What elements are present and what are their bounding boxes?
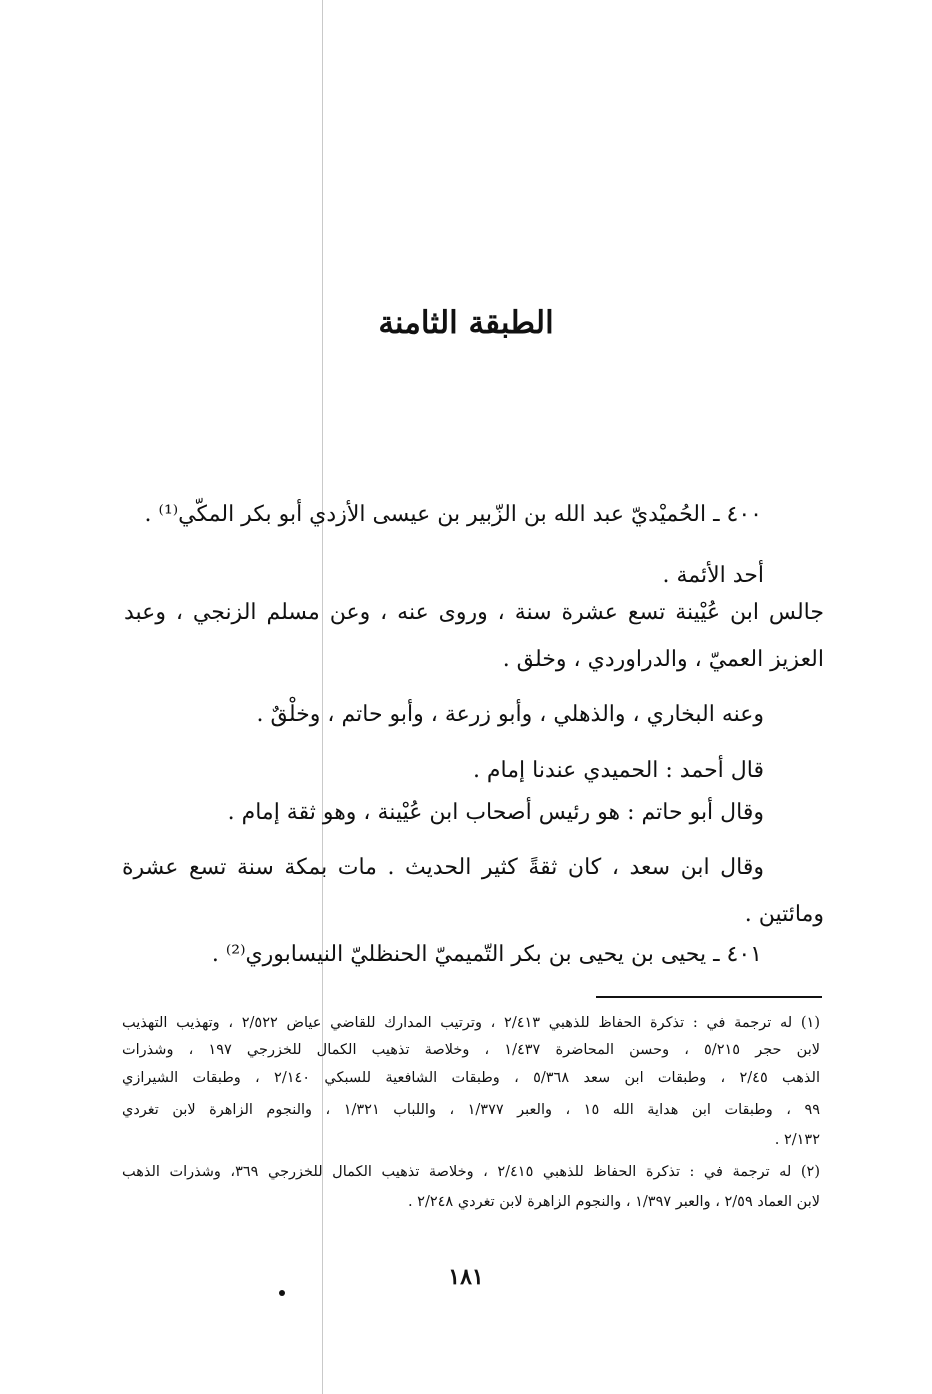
- text-line: العزيز العميّ ، والدراوردي ، وخلق .: [502, 647, 824, 672]
- text-line: أحد الأئمة .: [662, 563, 764, 588]
- footnote-line: (٢) له ترجمة في : تذكرة الحفاظ للذهبي ٢/٤١٥ ، وخلاصة تذهيب الكمال للخزرجي ٣٦٩، وشذرات الذهب: [122, 1164, 820, 1180]
- footnote-line: (١) له ترجمة في : تذكرة الحفاظ للذهبي ٢/٤١٣ ، وترتيب المدارك للقاضي عياض ٢/٥٢٢ ، وتهذيب التهذيب: [122, 1015, 820, 1031]
- footnote-separator: [596, 996, 822, 998]
- page-number: ١٨١: [448, 1264, 484, 1290]
- text-line: ومائتين .: [744, 902, 824, 927]
- footnote-line: لابن العماد ٢/٥٩ ، والعبر ١/٣٩٧ ، والنجوم الزاهرة لابن تغردي ٢/٢٤٨ .: [407, 1194, 820, 1210]
- footnote-line: الذهب ٢/٤٥ ، وطبقات ابن سعد ٥/٣٦٨ ، وطبقات الشافعية للسبكي ٢/١٤٠ ، وطبقات الشيرازي: [122, 1070, 820, 1086]
- footnote-line: ٩٩ ، وطبقات ابن هداية الله ١٥ ، والعبر ١/٣٧٧ ، واللباب ١/٣٢١ ، والنجوم الزاهرة لابن تغردي: [122, 1102, 821, 1118]
- footnote-line: لابن حجر ٥/٢١٥ ، وحسن المحاضرة ١/٤٣٧ ، وخلاصة تذهيب الكمال للخزرجي ١٩٧ ، وشذرات: [122, 1042, 820, 1058]
- scan-fold-line: [322, 0, 323, 1394]
- text-line: وقال ابن سعد ، كان ثقةً كثير الحديث . مات بمكة سنة تسع عشرة: [122, 855, 764, 880]
- entry-401-title: ٤٠١ ـ يحيى بن يحيى بن بكر التّميميّ الحنظليّ النيسابوري⁽²⁾ .: [211, 942, 762, 967]
- ink-dot: [279, 1290, 285, 1296]
- text-line: وقال أبو حاتم : هو رئيس أصحاب ابن عُيْينة ، وهو ثقة إمام .: [227, 800, 764, 825]
- text-line: وعنه البخاري ، والذهلي ، وأبو زرعة ، وأبو حاتم ، وخلْقٌ .: [256, 702, 764, 727]
- text-line: جالس ابن عُيْينة تسع عشرة سنة ، وروى عنه ، وعن مسلم الزنجي ، وعبد: [124, 600, 824, 625]
- footnote-line: ٢/١٣٢ .: [774, 1132, 820, 1148]
- text-line: قال أحمد : الحميدي عندنا إمام .: [472, 758, 764, 783]
- section-heading: الطبقة الثامنة: [378, 305, 554, 341]
- entry-400-title: ٤٠٠ ـ الحُميْديّ عبد الله بن الزّبير بن عيسى الأزدي أبو بكر المكّي⁽¹⁾ .: [144, 502, 762, 527]
